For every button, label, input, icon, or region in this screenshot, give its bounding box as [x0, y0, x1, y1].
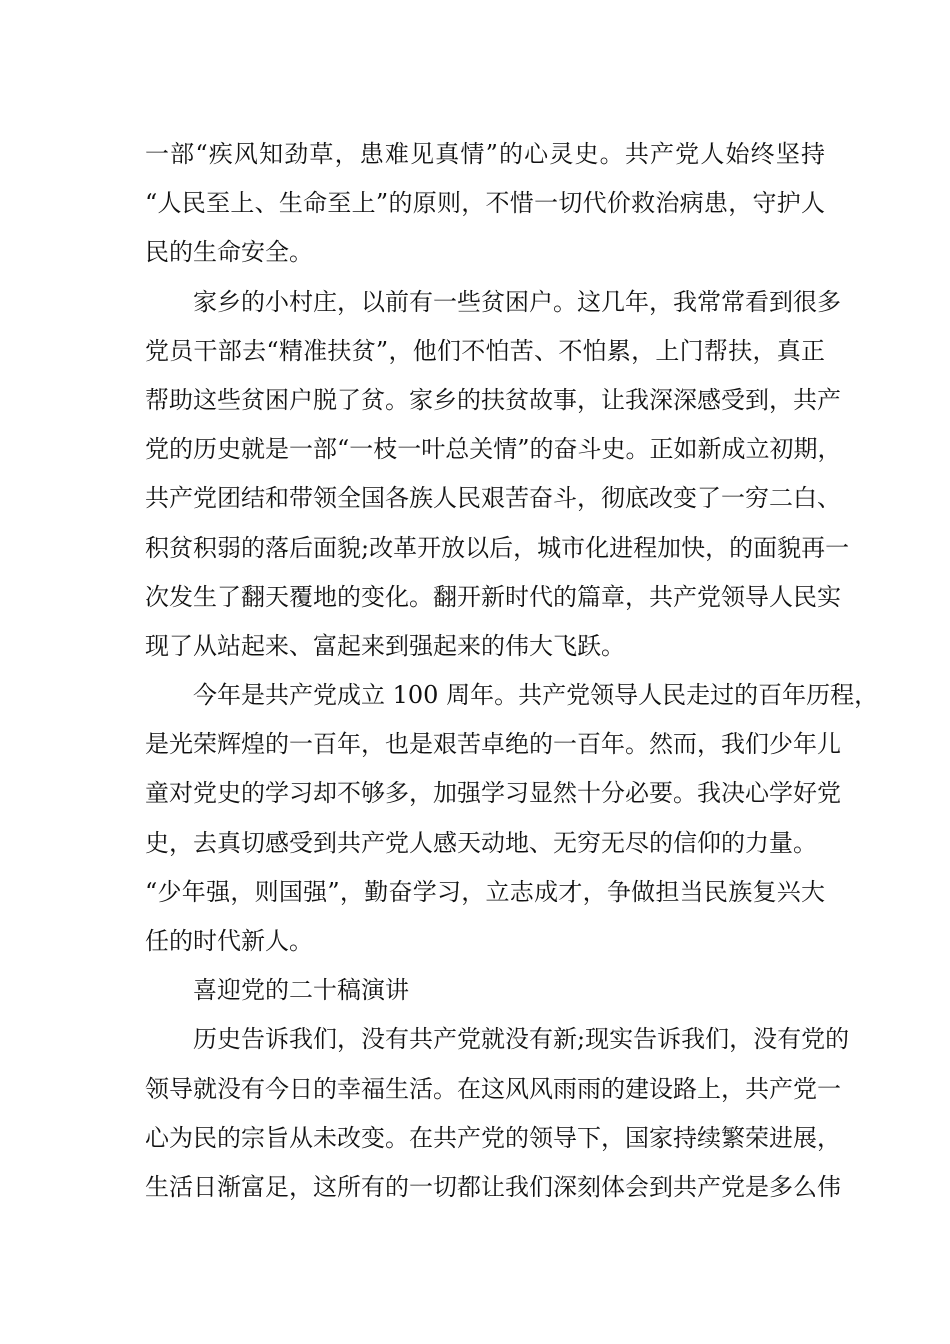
- text-line: 一部“疾风知劲草，患难见真情”的心灵史。共产党人始终坚持: [145, 140, 825, 168]
- paragraph-first-line: 今年是共产党成立 100 周年。共产党领导人民走过的百年历程，: [193, 681, 879, 710]
- text-line: 心为民的宗旨从未改变。在共产党的领导下，国家持续繁荣进展，: [145, 1123, 841, 1152]
- text-line: 帮助这些贫困户脱了贫。家乡的扶贫故事，让我深深感受到，共产: [145, 385, 841, 414]
- text-line: “人民至上、生命至上”的原则，不惜一切代价救治病患，守护人: [145, 189, 825, 218]
- text-line: 党员干部去“精准扶贫”，他们不怕苦、不怕累，上门帮扶，真正: [145, 336, 825, 365]
- section-heading: 喜迎党的二十稿演讲: [193, 976, 409, 1005]
- text-line: 是光荣辉煌的一百年，也是艰苦卓绝的一百年。然而，我们少年儿: [145, 730, 841, 759]
- paragraph-first-line: 家乡的小村庄，以前有一些贫困户。这几年，我常常看到很多: [193, 287, 841, 316]
- document-body: [145, 130, 879, 1212]
- text-line: 现了从站起来、富起来到强起来的伟大飞跃。: [145, 631, 625, 660]
- text-line: 次发生了翻天覆地的变化。翻开新时代的篇章，共产党领导人民实: [145, 582, 841, 611]
- text-line: 共产党团结和带领全国各族人民艰苦奋斗，彻底改变了一穷二白、: [145, 484, 841, 513]
- text-line: 党的历史就是一部“一枝一叶总关情”的奋斗史。正如新成立初期，: [145, 435, 842, 464]
- text-line: 生活日渐富足，这所有的一切都让我们深刻体会到共产党是多么伟: [145, 1172, 841, 1201]
- paragraph-first-line: 历史告诉我们，没有共产党就没有新;现实告诉我们，没有党的: [193, 1025, 850, 1054]
- text-line: 积贫积弱的落后面貌;改革开放以后，城市化进程加快，的面貌再一: [145, 533, 850, 562]
- text-line: 史，去真切感受到共产党人感天动地、无穷无尽的信仰的力量。: [145, 828, 817, 857]
- text-line: 童对党史的学习却不够多，加强学习显然十分必要。我决心学好党: [145, 779, 841, 808]
- text-line: 任的时代新人。: [145, 927, 313, 955]
- text-line: 民的生命安全。: [145, 238, 313, 267]
- text-line: 领导就没有今日的幸福生活。在这风风雨雨的建设路上，共产党一: [145, 1074, 841, 1103]
- text-line: “少年强，则国强”，勤奋学习，立志成才，争做担当民族复兴大: [145, 877, 825, 906]
